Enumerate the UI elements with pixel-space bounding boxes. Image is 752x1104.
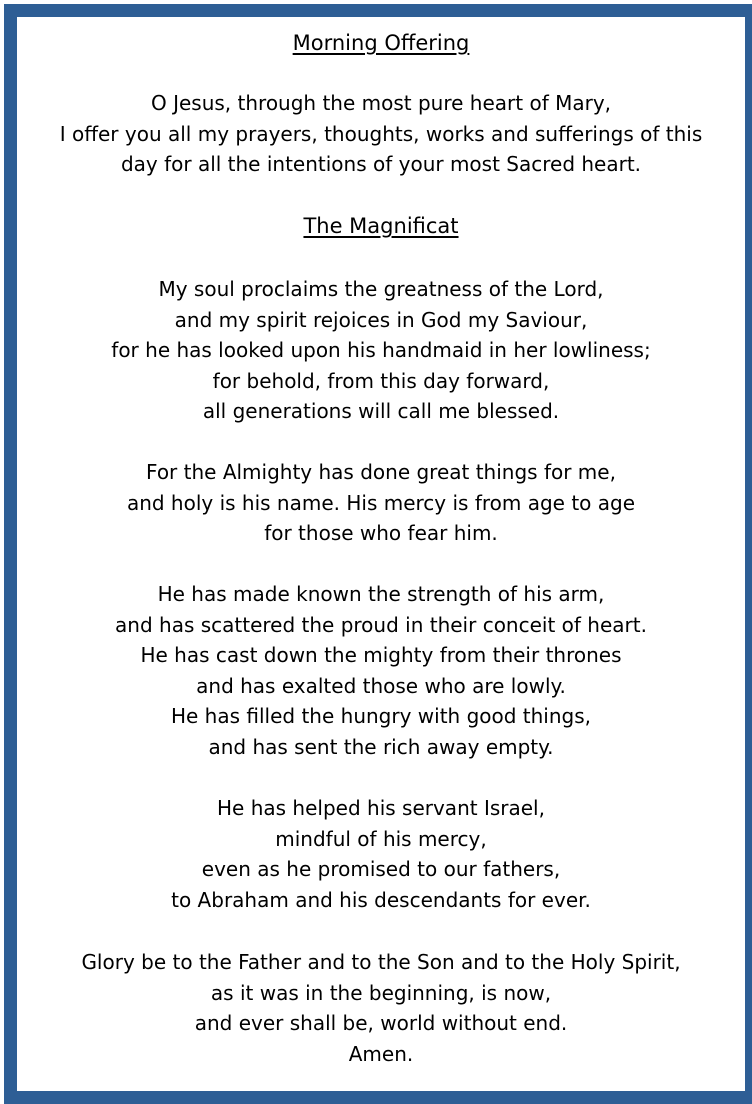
prayer-line: for behold, from this day forward, [212,368,550,393]
prayer-line: and has scattered the proud in their conceit of heart. [115,612,647,637]
amen-line: Amen. [348,1041,414,1066]
prayer-line: He has helped his servant Israel, [217,796,545,820]
prayer-line: to Abraham and his descendants for ever. [171,887,591,912]
prayer-line: day for all the intentions of your most Sacred heart. [120,152,642,176]
prayer-line: For the Almighty has done great things for me, [146,460,616,484]
morning-offering-title: Morning Offering [292,31,470,55]
prayer-line: even as he promised to our fathers, [201,857,561,881]
prayer-line: and holy is his name. His mercy is from age to age [126,490,636,515]
prayer-line: mindful of his mercy, [275,826,487,851]
prayer-line: and ever shall be, world without end. [194,1011,568,1035]
prayer-line: I offer you all my prayers, thoughts, works and sufferings of this [59,121,703,146]
prayer-line: for those who fear him. [264,521,498,545]
magnificat-stanza-4 [17,793,745,915]
prayer-line: He has filled the hungry with good things, [170,704,592,728]
prayer-line: He has cast down the mighty from their thrones [140,643,622,667]
morning-offering-text [17,88,745,180]
prayer-line: and my spirit rejoices in God my Saviour, [174,307,588,332]
prayer-line: and has sent the rich away empty. [208,734,554,759]
prayer-line: O Jesus, through the most pure heart of Mary, [150,91,612,115]
prayer-line: as it was in the beginning, is now, [210,980,552,1005]
prayer-line: Glory be to the Father and to the Son and to the Holy Spirit, [81,950,681,974]
magnificat-stanza-3 [17,579,745,762]
page-border-frame [4,4,752,1104]
prayer-line: My soul proclaims the greatness of the Lord, [158,277,604,301]
magnificat-title: The Magnificat [303,214,459,238]
magnificat-stanza-2 [17,457,745,549]
prayer-line: all generations will call me blessed. [202,399,560,423]
glory-be-doxology [17,947,745,1069]
prayer-line: for he has looked upon his handmaid in her lowliness; [111,338,651,362]
magnificat-stanza-1 [17,274,745,427]
prayer-line: He has made known the strength of his arm, [157,582,605,606]
prayer-line: and has exalted those who are lowly. [196,673,566,698]
prayer-sheet [17,17,745,1091]
